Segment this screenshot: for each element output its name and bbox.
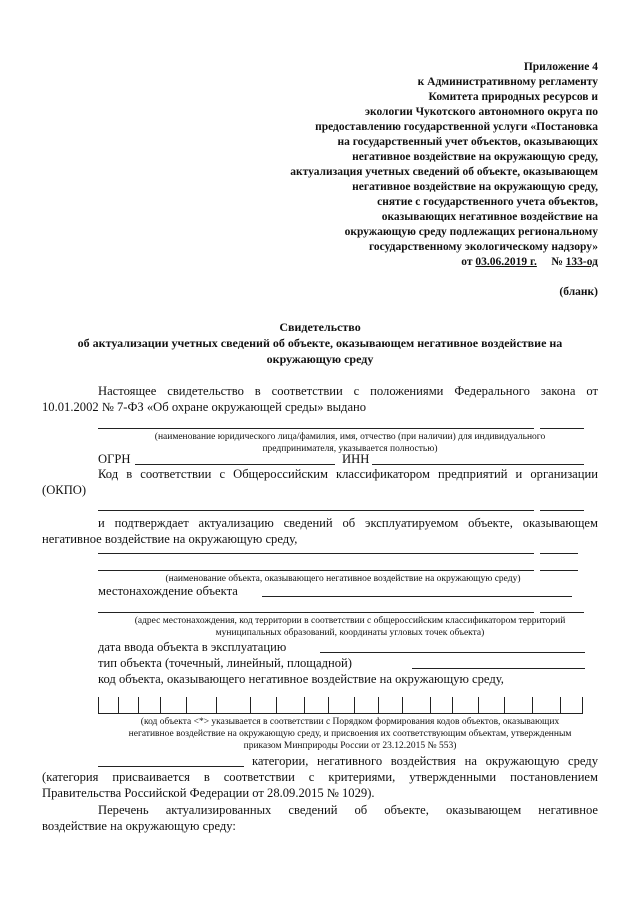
location-hint-line: муниципальных образований, координаты угловых точек объекта) bbox=[215, 628, 485, 638]
category-field[interactable] bbox=[98, 766, 244, 767]
order-date: 03.06.2019 г. bbox=[475, 256, 537, 268]
appendix-line: снятие с государственного учета объектов, bbox=[377, 196, 598, 208]
blank-label: (бланк) bbox=[559, 286, 598, 298]
code-hint bbox=[80, 716, 620, 752]
okpo-field[interactable] bbox=[98, 510, 534, 511]
code-cell-divider bbox=[378, 697, 379, 713]
appendix-line: негативное воздействие на окружающую среду, bbox=[352, 151, 598, 163]
title-line: окружающую среду bbox=[266, 352, 374, 366]
commission-date-label: дата ввода объекта в эксплуатацию bbox=[98, 640, 287, 654]
appendix-line: Приложение 4 bbox=[523, 61, 598, 73]
entity-name-field[interactable] bbox=[98, 428, 534, 429]
code-cell-divider bbox=[250, 697, 251, 713]
intro-line-1: Настоящее свидетельство в соответствии с положениями Федерального закона от bbox=[98, 384, 598, 398]
date-prefix: от bbox=[461, 256, 473, 268]
code-cell-divider bbox=[452, 697, 453, 713]
object-type-field[interactable] bbox=[412, 668, 585, 669]
location-field-2-extra[interactable] bbox=[540, 612, 584, 613]
code-cell-divider bbox=[216, 697, 217, 713]
document-title bbox=[40, 319, 600, 367]
order-number: 133-од bbox=[565, 256, 598, 268]
inn-label: ИНН bbox=[342, 452, 370, 466]
location-label: местонахождение объекта bbox=[98, 584, 238, 598]
code-cell-divider bbox=[478, 697, 479, 713]
code-cell-divider bbox=[160, 697, 161, 713]
location-field-2[interactable] bbox=[98, 612, 534, 613]
appendix-line: экологии Чукотского автономного округа по bbox=[365, 106, 598, 118]
category-line-1: категории, негативного воздействия на окружающую среду bbox=[252, 754, 598, 768]
appendix-line: Комитета природных ресурсов и bbox=[428, 91, 598, 103]
code-cell-divider bbox=[98, 697, 99, 713]
appendix-line: окружающую среду подлежащих региональному bbox=[344, 226, 598, 238]
okpo-line-1: Код в соответствии с Общероссийским классификатором предприятий и организации bbox=[98, 467, 598, 481]
object-name-field[interactable] bbox=[98, 553, 534, 554]
entity-hint-line: (наименование юридического лица/фамилия, имя, отчество (при наличии) для индивидуального bbox=[154, 432, 546, 442]
title-line: Свидетельство bbox=[279, 320, 361, 334]
object-name-field-extra[interactable] bbox=[540, 553, 578, 554]
code-cell-divider bbox=[276, 697, 277, 713]
object-name-field-2-extra[interactable] bbox=[540, 570, 578, 571]
code-cell-divider bbox=[186, 697, 187, 713]
category-line-2: (категория присваивается в соответствии с критериями, утвержденными постановлением bbox=[42, 770, 598, 784]
list-intro-line-1: Перечень актуализированных сведений об объекте, оказывающем негативное bbox=[98, 803, 598, 817]
appendix-line: предоставлению государственной услуги «Постановка bbox=[315, 121, 598, 133]
confirms-line-1: и подтверждает актуализацию сведений об эксплуатируемом объекте, оказывающем bbox=[98, 516, 598, 530]
object-code-cells[interactable] bbox=[98, 697, 583, 714]
code-cell-divider bbox=[582, 697, 583, 713]
ogrn-label: ОГРН bbox=[98, 452, 131, 466]
confirms-line-2: негативное воздействие на окружающую среду, bbox=[42, 532, 298, 546]
code-cell-divider bbox=[560, 697, 561, 713]
object-name-hint: (наименование объекта, оказывающего негативное воздействие на окружающую среду) bbox=[165, 574, 521, 584]
appendix-line: к Административному регламенту bbox=[417, 76, 598, 88]
object-name-field-2[interactable] bbox=[98, 570, 534, 571]
appendix-line: актуализация учетных сведений об объекте, оказывающем bbox=[290, 166, 598, 178]
code-hint-line: (код объекта <*> указывается в соответствии с Порядком формирования кодов объектов, оказывающих bbox=[140, 717, 560, 727]
entity-name-field-extra[interactable] bbox=[540, 428, 584, 429]
code-cell-divider bbox=[532, 697, 533, 713]
code-cell-divider bbox=[304, 697, 305, 713]
code-cell-divider bbox=[430, 697, 431, 713]
appendix-line: на государственный учет объектов, оказывающих bbox=[337, 136, 598, 148]
appendix-line: негативное воздействие на окружающую среду, bbox=[352, 181, 598, 193]
commission-date-field[interactable] bbox=[320, 652, 585, 653]
appendix-date-line bbox=[290, 255, 598, 270]
code-cell-divider bbox=[402, 697, 403, 713]
code-hint-line: негативное воздействие на окружающую среду, и присвоения их соответствующим объектам, утвержденным bbox=[128, 729, 572, 739]
location-hint bbox=[80, 615, 620, 639]
code-hint-line: приказом Минприроды России от 23.12.2015 № 553) bbox=[243, 741, 457, 751]
object-code-label: код объекта, оказывающего негативное воздействие на окружающую среду, bbox=[98, 672, 504, 686]
code-cell-divider bbox=[328, 697, 329, 713]
inn-field[interactable] bbox=[372, 464, 584, 465]
title-line: об актуализации учетных сведений об объекте, оказывающем негативное воздействие на bbox=[77, 336, 563, 350]
object-type-label: тип объекта (точечный, линейный, площадной) bbox=[98, 656, 352, 670]
intro-line-2: 10.01.2002 № 7-ФЗ «Об охране окружающей среды» выдано bbox=[42, 400, 367, 414]
location-field[interactable] bbox=[262, 596, 572, 597]
appendix-line: государственному экологическому надзору» bbox=[369, 241, 598, 253]
code-cell-divider bbox=[504, 697, 505, 713]
location-hint-line: (адрес местонахождения, код территории в соответствии с общероссийским классификатором территорий bbox=[134, 616, 566, 626]
code-cell-divider bbox=[118, 697, 119, 713]
okpo-line-2: (ОКПО) bbox=[42, 483, 87, 497]
list-intro-line-2: воздействие на окружающую среду: bbox=[42, 819, 236, 833]
category-line-3: Правительства Российской Федерации от 28.09.2015 № 1029). bbox=[42, 786, 375, 800]
number-prefix: № bbox=[551, 256, 563, 268]
okpo-field-extra[interactable] bbox=[540, 510, 584, 511]
code-cell-divider bbox=[354, 697, 355, 713]
ogrn-field[interactable] bbox=[135, 464, 335, 465]
entity-hint-line: предпринимателя, указывается полностью) bbox=[262, 444, 438, 454]
appendix-line: оказывающих негативное воздействие на bbox=[381, 211, 598, 223]
code-cell-divider bbox=[138, 697, 139, 713]
appendix-header bbox=[290, 60, 598, 270]
